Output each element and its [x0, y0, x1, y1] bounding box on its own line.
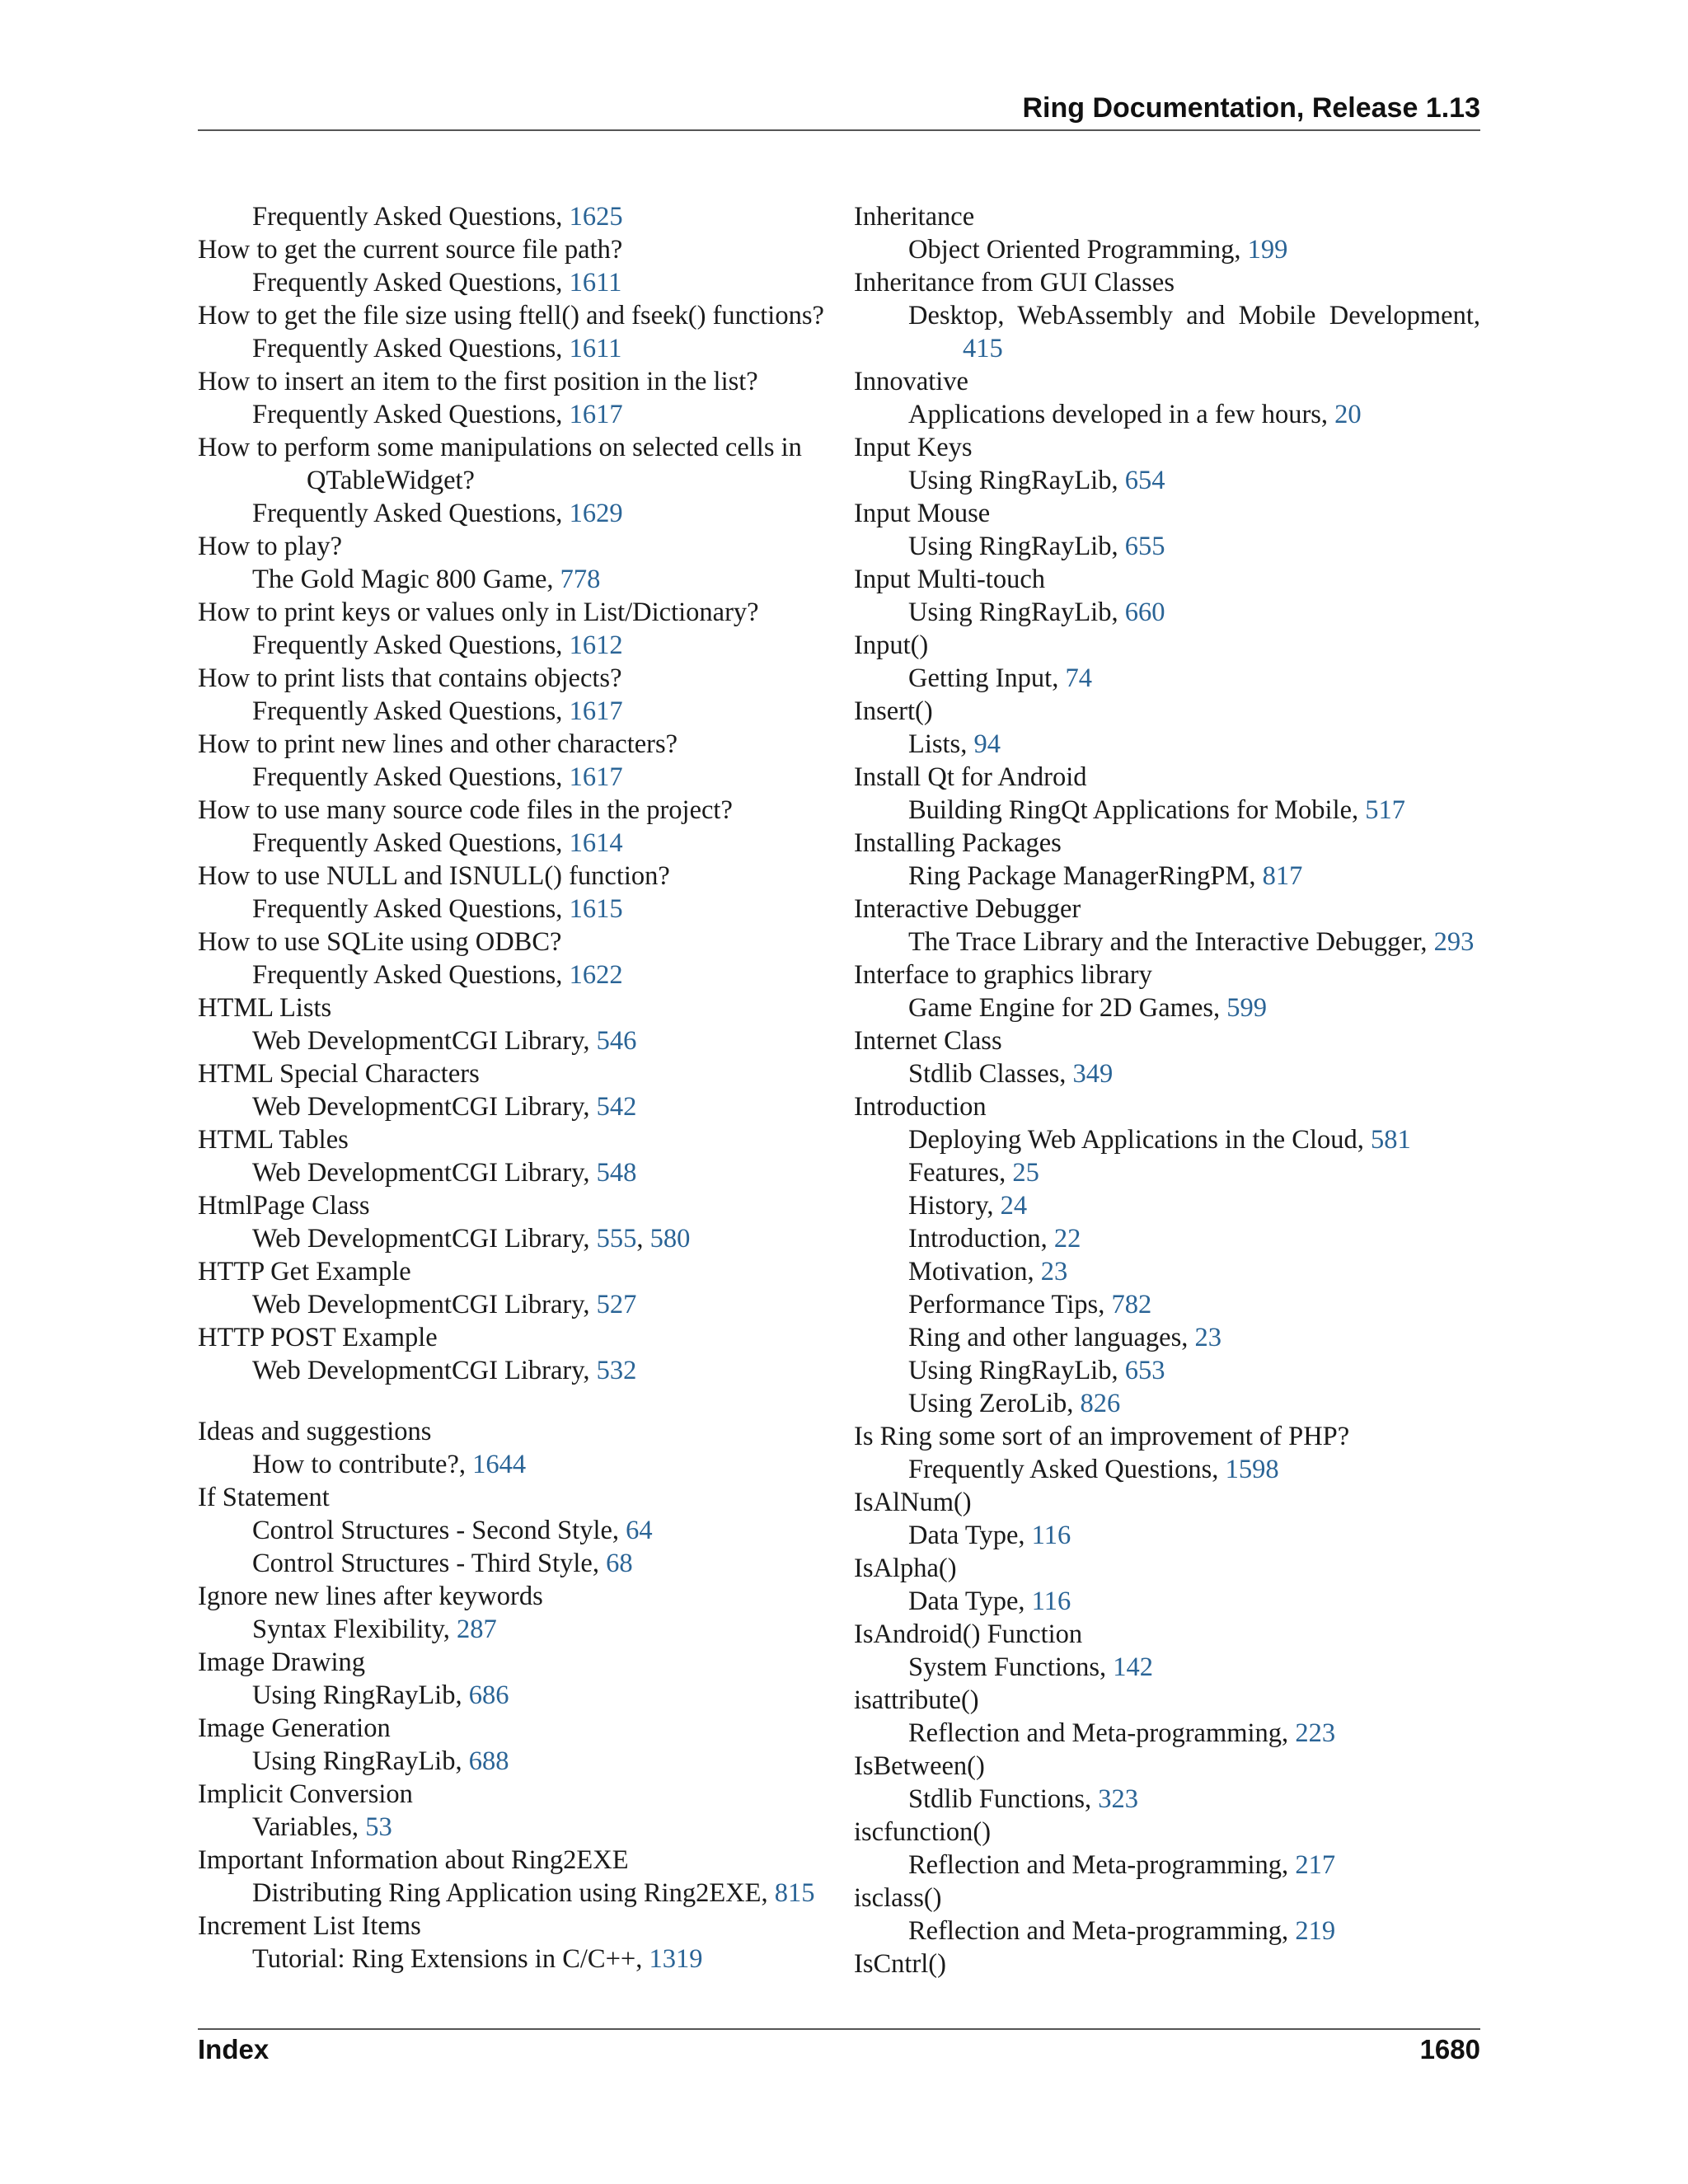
index-term [854, 695, 1480, 728]
index-entry-text: Introduction [854, 1092, 987, 1122]
index-subentry [198, 827, 832, 860]
index-subentry [198, 1745, 832, 1778]
index-term [854, 1882, 1480, 1915]
index-subentry [198, 332, 832, 365]
page-reference-link[interactable]: 1617 [569, 762, 623, 792]
index-subentry [854, 860, 1480, 893]
page-reference-link[interactable]: 1629 [569, 499, 623, 528]
page-reference-link[interactable]: 654 [1124, 466, 1165, 495]
index-entry-text: Input Keys [854, 433, 973, 462]
index-entry-text: IsAlpha() [854, 1554, 957, 1583]
index-term [854, 1420, 1480, 1453]
index-subentry [854, 662, 1480, 695]
index-entry-text: HTTP Get Example [198, 1257, 411, 1286]
page-reference-link[interactable]: 826 [1080, 1389, 1121, 1418]
page-reference-link[interactable]: 1598 [1225, 1455, 1279, 1484]
index-subentry [854, 1783, 1480, 1816]
index-subentry [854, 1915, 1480, 1947]
index-entry-text: Web DevelopmentCGI Library, [252, 1092, 597, 1122]
page-reference-link[interactable]: 287 [456, 1615, 497, 1644]
index-subentry [198, 1222, 832, 1255]
index-term [854, 893, 1480, 926]
index-entry-text: Frequently Asked Questions, [252, 762, 570, 792]
index-entry-text: Game Engine for 2D Games, [908, 993, 1227, 1023]
page-reference-link[interactable]: 199 [1247, 235, 1288, 265]
index-subentry [198, 1514, 832, 1547]
index-entry-text: Control Structures - Second Style, [252, 1516, 626, 1545]
index-entry-text: Increment List Items [198, 1911, 421, 1941]
page-reference-link[interactable]: 653 [1124, 1356, 1165, 1385]
index-entry-text: Innovative [854, 367, 968, 396]
index-entry-text: Internet Class [854, 1026, 1002, 1056]
index-entry-text: How to play? [198, 532, 343, 561]
index-continuation [198, 464, 832, 497]
index-entry-text: Reflection and Meta-programming, [908, 1718, 1296, 1748]
page-reference-link[interactable]: 1612 [569, 630, 623, 660]
page-reference-link[interactable]: 24 [1000, 1191, 1028, 1221]
index-entry-text: Frequently Asked Questions, [908, 1455, 1226, 1484]
index-entry-text: Frequently Asked Questions, [252, 268, 570, 298]
page-reference-link[interactable]: 323 [1098, 1784, 1138, 1814]
index-subentry [198, 1547, 832, 1580]
index-entry-text: How to insert an item to the first position in the list? [198, 367, 758, 396]
index-entry-text: IsAlNum() [854, 1488, 972, 1517]
index-term [198, 1646, 832, 1679]
index-subentry [854, 728, 1480, 761]
index-entry-text: Interface to graphics library [854, 960, 1152, 990]
index-entry-text: Is Ring some sort of an improvement of PHP? [854, 1422, 1350, 1451]
page-reference-link[interactable]: 68 [606, 1549, 633, 1578]
index-entry-text: How to use NULL and ISNULL() function? [198, 861, 670, 891]
index-term [854, 1684, 1480, 1717]
index-entry-text: Frequently Asked Questions, [252, 630, 570, 660]
index-subentry [854, 530, 1480, 563]
ref-separator: , [636, 1224, 650, 1254]
index-entry-text: How to use many source code files in the project? [198, 795, 733, 825]
page-reference-link[interactable]: 778 [560, 565, 601, 594]
index-term [198, 431, 832, 464]
footer-rule [198, 2028, 1480, 2030]
index-entry-text: Lists, [908, 729, 974, 759]
index-term [198, 991, 832, 1024]
index-entry-text: System Functions, [908, 1652, 1114, 1682]
index-entry-text: Performance Tips, [908, 1290, 1112, 1319]
page-reference-link[interactable]: 546 [596, 1026, 637, 1056]
index-entry-text: How to print lists that contains objects? [198, 663, 622, 693]
index-entry-text: Variables, [252, 1812, 366, 1842]
index-term [198, 530, 832, 563]
index-entry-text: HTTP POST Example [198, 1323, 438, 1352]
index-subentry [854, 299, 1480, 332]
index-entry-text: Using RingRayLib, [908, 598, 1125, 627]
index-term [198, 1778, 832, 1811]
index-entry-text: Desktop, WebAssembly and Mobile Development, [908, 301, 1480, 330]
page-reference-link[interactable]: 1614 [569, 828, 623, 858]
index-entry-text: Ring and other languages, [908, 1323, 1195, 1352]
index-entry-text: Control Structures - Third Style, [252, 1549, 607, 1578]
index-term [854, 365, 1480, 398]
index-term [854, 761, 1480, 794]
index-term [854, 1090, 1480, 1123]
index-entry-text: Data Type, [908, 1586, 1032, 1616]
page-reference-link[interactable]: 74 [1065, 663, 1092, 693]
index-entry-text: Frequently Asked Questions, [252, 828, 570, 858]
page-reference-link[interactable]: 53 [365, 1812, 392, 1842]
index-subentry [854, 1288, 1480, 1321]
index-entry-text: Motivation, [908, 1257, 1041, 1286]
index-entry-text: Install Qt for Android [854, 762, 1087, 792]
index-entry-text: Building RingQt Applications for Mobile, [908, 795, 1366, 825]
index-subentry [198, 266, 832, 299]
index-subentry [854, 1156, 1480, 1189]
page-reference-link[interactable]: 1611 [569, 334, 622, 363]
index-subentry [854, 1453, 1480, 1486]
index-entry-text: Using RingRayLib, [252, 1680, 469, 1710]
index-entry-text: If Statement [198, 1483, 330, 1512]
index-term [854, 629, 1480, 662]
index-term [854, 827, 1480, 860]
index-subentry [854, 1255, 1480, 1288]
index-entry-text: IsBetween() [854, 1751, 985, 1781]
index-term [854, 1618, 1480, 1651]
page-number: 1680 [1419, 2034, 1480, 2064]
index-entry-text: HTML Tables [198, 1125, 349, 1155]
page-reference-link[interactable]: 415 [963, 334, 1003, 363]
index-entry-text: How to print keys or values only in List/Dictionary? [198, 598, 759, 627]
page-reference-link[interactable]: 25 [1012, 1158, 1039, 1188]
index-entry-text: How to get the file size using ftell() and fseek() functions? [198, 301, 824, 330]
index-entry-text: Applications developed in a few hours, [908, 400, 1335, 429]
page-reference-link[interactable]: 23 [1194, 1323, 1221, 1352]
index-subentry [198, 1811, 832, 1844]
page-reference-link[interactable]: 1615 [569, 894, 623, 924]
index-subentry [854, 1387, 1480, 1420]
index-entry-text: Web DevelopmentCGI Library, [252, 1224, 597, 1254]
index-subentry [198, 1613, 832, 1646]
page-reference-link[interactable]: 660 [1124, 598, 1165, 627]
page-reference-link[interactable]: 555 [596, 1224, 637, 1254]
index-term [854, 1750, 1480, 1783]
page-reference-link[interactable]: 23 [1040, 1257, 1068, 1286]
index-subentry [198, 629, 832, 662]
running-header: Ring Documentation, Release 1.13 [1022, 92, 1480, 124]
page-reference-link[interactable]: 580 [649, 1224, 691, 1254]
page-reference-link[interactable]: 527 [596, 1290, 637, 1319]
index-entry-text: Using RingRayLib, [908, 1356, 1125, 1385]
page-reference-link[interactable]: 1319 [649, 1944, 703, 1974]
index-entry-text: Inheritance [854, 202, 975, 232]
index-subentry [198, 1288, 832, 1321]
page-reference-link[interactable]: 599 [1226, 993, 1268, 1023]
index-entry-text: Ideas and suggestions [198, 1417, 432, 1446]
index-term [854, 1486, 1480, 1519]
index-term [198, 926, 832, 958]
index-subentry [854, 1123, 1480, 1156]
index-entry-text: isattribute() [854, 1685, 979, 1715]
index-entry-text: Distributing Ring Application using Ring2EXE, [252, 1878, 775, 1908]
index-term [854, 1816, 1480, 1849]
index-column-right [854, 200, 1480, 1980]
page-reference-link[interactable]: 94 [973, 729, 1001, 759]
index-term [198, 1712, 832, 1745]
index-subentry [854, 1585, 1480, 1618]
index-term [198, 1580, 832, 1613]
header-rule [198, 129, 1480, 131]
index-subentry [854, 1189, 1480, 1222]
index-entry-text: Interactive Debugger [854, 894, 1081, 924]
index-term [198, 1321, 832, 1354]
index-entry-text: Installing Packages [854, 828, 1062, 858]
index-entry-text: How to perform some manipulations on selected cells in [198, 433, 802, 462]
index-entry-text: Input Mouse [854, 499, 991, 528]
index-entry-text: How to contribute?, [252, 1450, 473, 1479]
index-subentry [854, 1222, 1480, 1255]
index-entry-text: Frequently Asked Questions, [252, 696, 570, 726]
index-entry-text: How to use SQLite using ODBC? [198, 927, 562, 957]
index-entry-text: Introduction, [908, 1224, 1054, 1254]
index-entry-text: Ignore new lines after keywords [198, 1582, 543, 1611]
page-reference-link[interactable]: 581 [1370, 1125, 1411, 1155]
index-entry-text: Image Generation [198, 1713, 391, 1743]
index-subentry [198, 1156, 832, 1189]
index-entry-text: Using ZeroLib, [908, 1389, 1081, 1418]
page-reference-link[interactable]: 548 [596, 1158, 637, 1188]
index-subentry [198, 1448, 832, 1481]
page-reference-link[interactable]: 64 [626, 1516, 653, 1545]
index-subentry [198, 1354, 832, 1387]
index-entry-text: Reflection and Meta-programming, [908, 1916, 1296, 1946]
index-term [198, 794, 832, 827]
index-subentry [854, 794, 1480, 827]
index-term [198, 1415, 832, 1448]
page-reference-link[interactable]: 782 [1111, 1290, 1152, 1319]
index-term [854, 1024, 1480, 1057]
page-reference-link[interactable]: 686 [468, 1680, 509, 1710]
index-entry-text: HTML Lists [198, 993, 332, 1023]
index-subentry [198, 497, 832, 530]
index-subentry [854, 233, 1480, 266]
index-entry-text: Getting Input, [908, 663, 1066, 693]
index-subentry [198, 200, 832, 233]
page-reference-link[interactable]: 1625 [569, 202, 623, 232]
index-entry-text: Frequently Asked Questions, [252, 499, 570, 528]
index-entry-text: Frequently Asked Questions, [252, 334, 570, 363]
index-entry-text: Frequently Asked Questions, [252, 960, 570, 990]
index-subentry [198, 958, 832, 991]
index-subentry [854, 991, 1480, 1024]
index-entry-text: Frequently Asked Questions, [252, 400, 570, 429]
index-subentry [198, 1090, 832, 1123]
page-reference-link[interactable]: 655 [1124, 532, 1165, 561]
index-entry-text: History, [908, 1191, 1001, 1221]
page-reference-link[interactable]: 116 [1031, 1586, 1071, 1616]
index-term [198, 299, 832, 332]
page-reference-link[interactable]: 688 [468, 1746, 509, 1776]
page-reference-link[interactable]: 542 [596, 1092, 637, 1122]
index-term [198, 596, 832, 629]
footer-section-label: Index [198, 2034, 270, 2064]
index-entry-text: Frequently Asked Questions, [252, 894, 570, 924]
index-term [198, 1844, 832, 1877]
index-entry-text: Implicit Conversion [198, 1779, 413, 1809]
index-term [854, 431, 1480, 464]
index-subentry [854, 926, 1480, 958]
index-term [198, 662, 832, 695]
index-subentry [854, 1717, 1480, 1750]
page-reference-link[interactable]: 116 [1031, 1521, 1071, 1550]
index-term [198, 1481, 832, 1514]
page-reference-link[interactable]: 517 [1365, 795, 1406, 825]
page-reference-link[interactable]: 815 [774, 1878, 815, 1908]
index-subentry [198, 1943, 832, 1975]
page-reference-link[interactable]: 223 [1295, 1718, 1336, 1748]
index-entry-text: How to get the current source file path? [198, 235, 623, 265]
page-reference-link[interactable]: 142 [1113, 1652, 1154, 1682]
index-term [854, 958, 1480, 991]
index-entry-text: Web DevelopmentCGI Library, [252, 1158, 597, 1188]
index-entry-text: Using RingRayLib, [908, 466, 1125, 495]
index-subentry [198, 563, 832, 596]
index-entry-text: Web DevelopmentCGI Library, [252, 1290, 597, 1319]
index-subentry [854, 596, 1480, 629]
index-entry-text: Web DevelopmentCGI Library, [252, 1026, 597, 1056]
page-reference-link[interactable]: 1644 [472, 1450, 527, 1479]
index-term [854, 200, 1480, 233]
index-column-left [198, 200, 832, 1975]
index-term [198, 860, 832, 893]
index-term [198, 1189, 832, 1222]
page-reference-link[interactable]: 1617 [569, 696, 623, 726]
index-entry-text: How to print new lines and other characters? [198, 729, 678, 759]
index-entry-text: Important Information about Ring2EXE [198, 1845, 629, 1875]
index-entry-text: Stdlib Classes, [908, 1059, 1073, 1089]
page-reference-link[interactable]: 532 [596, 1356, 637, 1385]
index-entry-text: The Gold Magic 800 Game, [252, 565, 560, 594]
page-reference-link[interactable]: 293 [1433, 927, 1475, 957]
index-term [198, 1057, 832, 1090]
index-entry-text: Ring Package ManagerRingPM, [908, 861, 1263, 891]
page-reference-link[interactable]: 217 [1295, 1850, 1336, 1880]
index-entry-text: IsAndroid() Function [854, 1619, 1083, 1649]
index-entry-text: IsCntrl() [854, 1949, 946, 1979]
index-entry-text: QTableWidget? [307, 466, 475, 495]
page-reference-link[interactable]: 1617 [569, 400, 623, 429]
index-term [198, 1123, 832, 1156]
index-term [198, 1255, 832, 1288]
index-entry-text: Input() [854, 630, 929, 660]
index-entry-text: Insert() [854, 696, 933, 726]
index-entry-text: Input Multi-touch [854, 565, 1045, 594]
index-entry-text: Syntax Flexibility, [252, 1615, 457, 1644]
index-subentry [198, 1024, 832, 1057]
index-term [854, 266, 1480, 299]
index-subentry [198, 1679, 832, 1712]
index-term [198, 1910, 832, 1943]
index-subentry [198, 695, 832, 728]
page-reference-link[interactable]: 22 [1053, 1224, 1081, 1254]
index-entry-text: Inheritance from GUI Classes [854, 268, 1175, 298]
index-entry-text: Features, [908, 1158, 1013, 1188]
index-subentry [198, 761, 832, 794]
index-subentry [854, 1057, 1480, 1090]
index-continuation [854, 332, 1480, 365]
index-entry-text: iscfunction() [854, 1817, 992, 1847]
index-term [198, 365, 832, 398]
index-term [854, 497, 1480, 530]
index-entry-text: Image Drawing [198, 1647, 366, 1677]
index-term [854, 563, 1480, 596]
index-subentry [198, 398, 832, 431]
index-entry-text: The Trace Library and the Interactive Debugger, [908, 927, 1434, 957]
index-entry-text: Using RingRayLib, [252, 1746, 469, 1776]
page-reference-link[interactable]: 817 [1262, 861, 1303, 891]
index-entry-text: HtmlPage Class [198, 1191, 370, 1221]
index-subentry [198, 1877, 832, 1910]
index-entry-text: Web DevelopmentCGI Library, [252, 1356, 597, 1385]
page-reference-link[interactable]: 20 [1334, 400, 1362, 429]
index-entry-text: Tutorial: Ring Extensions in C/C++, [252, 1944, 649, 1974]
index-group-gap [198, 1387, 832, 1415]
index-entry-text: Using RingRayLib, [908, 532, 1125, 561]
index-entry-text: isclass() [854, 1883, 942, 1913]
page-reference-link[interactable]: 219 [1295, 1916, 1336, 1946]
index-term [854, 1552, 1480, 1585]
index-entry-text: Data Type, [908, 1521, 1032, 1550]
index-subentry [854, 1519, 1480, 1552]
index-term [198, 728, 832, 761]
index-entry-text: Stdlib Functions, [908, 1784, 1099, 1814]
page-reference-link[interactable]: 1611 [569, 268, 622, 298]
index-entry-text: Object Oriented Programming, [908, 235, 1248, 265]
index-entry-text: Frequently Asked Questions, [252, 202, 570, 232]
index-subentry [854, 1849, 1480, 1882]
index-subentry [854, 1321, 1480, 1354]
index-entry-text: Deploying Web Applications in the Cloud, [908, 1125, 1371, 1155]
index-term [198, 233, 832, 266]
page-reference-link[interactable]: 349 [1072, 1059, 1114, 1089]
index-subentry [198, 893, 832, 926]
index-entry-text: HTML Special Characters [198, 1059, 480, 1089]
index-entry-text: Reflection and Meta-programming, [908, 1850, 1296, 1880]
page-reference-link[interactable]: 1622 [569, 960, 623, 990]
index-subentry [854, 464, 1480, 497]
index-subentry [854, 1354, 1480, 1387]
index-subentry [854, 398, 1480, 431]
index-subentry [854, 1651, 1480, 1684]
index-term [854, 1947, 1480, 1980]
